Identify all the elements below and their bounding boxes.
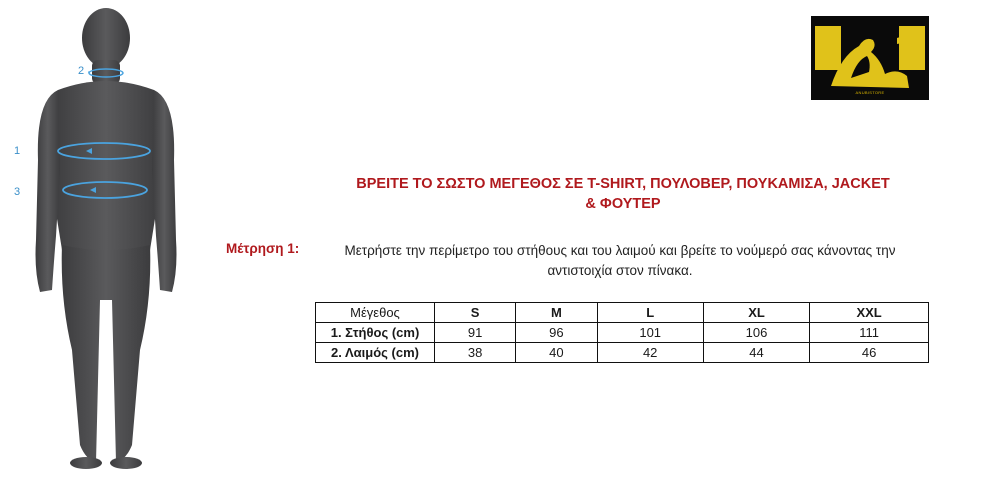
table-cell: 42	[597, 343, 703, 363]
header-size-xxl: XXL	[810, 303, 929, 323]
title-line-2: & ΦΟΥΤΕΡ	[585, 196, 661, 212]
header-size-m: M	[516, 303, 597, 323]
marker-neck: 2	[78, 65, 85, 77]
title-line-1: ΒΡΕΙΤΕ ΤΟ ΣΩΣΤΟ ΜΕΓΕΘΟΣ ΣΕ T-SHIRT, ΠΟΥΛΟΒΕΡ, ΠΟΥΚΑΜΙΣΑ, JACKET	[356, 176, 890, 192]
anubis-logo-icon	[811, 16, 929, 100]
table-header-row	[316, 303, 929, 323]
brand-logo	[811, 16, 929, 100]
header-size-s: S	[435, 303, 516, 323]
table-cell: 44	[703, 343, 809, 363]
marker-waist: 3	[14, 186, 21, 198]
row-label-neck: 2. Λαιμός (cm)	[316, 343, 435, 363]
row-label-chest: 1. Στήθος (cm)	[316, 323, 435, 343]
measurement-instructions: Μετρήστε την περίμετρο του στήθους και του λαιμού και βρείτε το νούμερό σας κάνοντας την αντιστοιχία στον πίνακα.	[344, 243, 896, 278]
measurement-label: Μέτρηση 1:	[226, 241, 300, 256]
header-size-label: Μέγεθος	[316, 303, 435, 323]
header-size-l: L	[597, 303, 703, 323]
table-cell: 91	[435, 323, 516, 343]
table-cell: 96	[516, 323, 597, 343]
table-cell: 46	[810, 343, 929, 363]
body-silhouette-icon	[0, 0, 210, 479]
table-row	[316, 343, 929, 363]
table-cell: 40	[516, 343, 597, 363]
table-cell: 111	[810, 323, 929, 343]
table-cell: 38	[435, 343, 516, 363]
table-row	[316, 323, 929, 343]
marker-chest: 1	[14, 145, 21, 157]
table-cell: 101	[597, 323, 703, 343]
header-size-xl: XL	[703, 303, 809, 323]
page-title	[318, 174, 928, 214]
body-figure	[0, 0, 210, 479]
logo-caption: ANUBISTORE	[855, 90, 885, 95]
table-cell: 106	[703, 323, 809, 343]
size-table	[315, 302, 929, 363]
